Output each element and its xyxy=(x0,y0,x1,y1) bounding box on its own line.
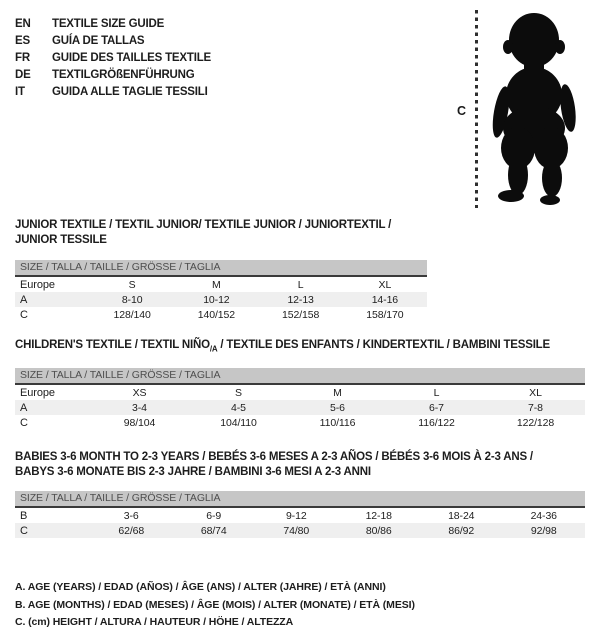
size-cell: 8-10 xyxy=(121,293,143,306)
baby-silhouette xyxy=(487,10,579,208)
title-subscript: /A xyxy=(209,344,218,354)
row-label: C xyxy=(20,308,28,321)
section-title-babies xyxy=(15,450,585,480)
language-row-es xyxy=(15,33,335,50)
size-table-babies xyxy=(15,508,585,538)
height-marker-label: C xyxy=(457,104,467,118)
size-cell: 158/170 xyxy=(366,308,404,321)
size-header-bar: SIZE / TALLA / TAILLE / GRÖSSE / TAGLIA xyxy=(15,491,585,508)
footnote-c: C. (cm) HEIGHT / ALTURA / HAUTEUR / HÖHE / ALTEZZA xyxy=(15,616,294,629)
size-cell: M xyxy=(212,278,221,291)
title-line-1: BABIES 3-6 MONTH TO 2-3 YEARS / BEBÉS 3-6 MESES A 2-3 AÑOS / BÉBÉS 3-6 MOIS À 2-3 ANS / xyxy=(15,451,533,464)
section-babies xyxy=(15,450,585,538)
footnote-a: A. AGE (YEARS) / EDAD (AÑOS) / ÂGE (ANS) / ALTER (JAHRE) / ETÀ (ANNI) xyxy=(15,581,386,594)
size-cell: 24-36 xyxy=(530,509,557,522)
section-title-junior: JUNIOR TEXTILE / TEXTIL JUNIOR/ TEXTILE JUNIOR / JUNIORTEXTIL / JUNIOR TESSILE xyxy=(15,219,392,246)
language-label: GUIDE DES TAILLES TEXTILE xyxy=(52,52,211,64)
language-code: DE xyxy=(15,69,31,81)
size-cell: 74/80 xyxy=(283,524,310,537)
size-cell: 86/92 xyxy=(448,524,475,537)
row-label: A xyxy=(20,293,28,306)
size-cell: 6-9 xyxy=(206,509,222,522)
size-cell: 140/152 xyxy=(197,308,235,321)
table-row xyxy=(15,292,427,307)
table-row xyxy=(15,523,585,538)
size-cell: 110/116 xyxy=(319,416,356,429)
table-row xyxy=(15,508,585,523)
table-row xyxy=(15,277,427,292)
language-label: GUÍA DE TALLAS xyxy=(52,35,145,47)
language-row-en xyxy=(15,16,335,33)
section-children xyxy=(15,338,585,430)
row-label: Europe xyxy=(20,386,55,399)
size-cell: XL xyxy=(378,278,392,291)
size-cell: 18-24 xyxy=(448,509,475,522)
size-cell: L xyxy=(297,278,304,291)
language-list xyxy=(15,16,335,101)
title-text: / TEXTILE DES ENFANTS / KINDERTEXTIL / BAMBINI TESSILE xyxy=(217,339,550,351)
table-row xyxy=(15,415,585,430)
size-header-bar: SIZE / TALLA / TAILLE / GRÖSSE / TAGLIA xyxy=(15,368,585,385)
table-row xyxy=(15,400,585,415)
size-cell: 3-6 xyxy=(123,509,139,522)
language-code: ES xyxy=(15,35,30,47)
language-label: TEXTILGRÖßENFÜHRUNG xyxy=(52,69,195,81)
language-row-it xyxy=(15,84,335,101)
table-row xyxy=(15,385,585,400)
size-cell: 12-18 xyxy=(365,509,392,522)
footnotes xyxy=(15,579,585,632)
size-cell: 122/128 xyxy=(516,416,555,429)
table-row xyxy=(15,307,427,322)
size-cell: XS xyxy=(132,386,147,399)
size-cell: 68/74 xyxy=(200,524,227,537)
size-cell: 98/104 xyxy=(123,416,156,429)
language-row-fr xyxy=(15,50,335,67)
size-cell: 4-5 xyxy=(231,401,246,414)
size-cell: S xyxy=(235,386,242,399)
height-dotted-line xyxy=(475,10,478,208)
size-cell: 116/122 xyxy=(418,416,455,429)
size-cell: L xyxy=(433,386,440,399)
language-label: GUIDA ALLE TAGLIE TESSILI xyxy=(52,86,208,98)
size-cell: S xyxy=(128,278,136,291)
size-cell: 14-16 xyxy=(371,293,399,306)
size-cell: 6-7 xyxy=(429,401,444,414)
size-cell: 92/98 xyxy=(530,524,557,537)
section-junior xyxy=(15,218,427,322)
size-cell: 62/68 xyxy=(118,524,145,537)
row-label: C xyxy=(20,416,28,429)
row-label: C xyxy=(20,524,28,537)
size-cell: 7-8 xyxy=(528,401,543,414)
size-header-bar: SIZE / TALLA / TAILLE / GRÖSSE / TAGLIA xyxy=(15,260,427,277)
title-text: CHILDREN'S TEXTILE / TEXTIL NIÑO xyxy=(15,339,210,351)
language-code: EN xyxy=(15,18,31,30)
size-table-junior xyxy=(15,277,427,322)
row-label: A xyxy=(20,401,28,414)
size-table-children xyxy=(15,385,585,430)
size-cell: M xyxy=(333,386,342,399)
row-label: B xyxy=(20,509,28,522)
size-cell: 152/158 xyxy=(281,308,320,321)
language-code: IT xyxy=(15,86,25,98)
language-row-de xyxy=(15,67,335,84)
height-figure xyxy=(446,4,578,210)
section-title-children xyxy=(15,338,585,356)
row-label: Europe xyxy=(20,278,55,291)
size-cell: 128/140 xyxy=(113,308,151,321)
language-label: TEXTILE SIZE GUIDE xyxy=(52,18,165,30)
size-cell: 80/86 xyxy=(365,524,392,537)
size-cell: 5-6 xyxy=(330,401,345,414)
size-cell: 10-12 xyxy=(203,293,230,306)
size-cell: 12-13 xyxy=(287,293,314,306)
language-code: FR xyxy=(15,52,30,64)
size-cell: 9-12 xyxy=(285,509,307,522)
size-cell: 3-4 xyxy=(132,401,147,414)
size-cell: XL xyxy=(529,386,542,399)
size-cell: 104/110 xyxy=(220,416,257,429)
title-line-2: BABYS 3-6 MONATE BIS 2-3 JAHRE / BAMBINI 3-6 MESI A 2-3 ANNI xyxy=(15,466,371,479)
footnote-b: B. AGE (MONTHS) / EDAD (MESES) / ÂGE (MOIS) / ALTER (MONATE) / ETÀ (MESI) xyxy=(15,598,415,611)
